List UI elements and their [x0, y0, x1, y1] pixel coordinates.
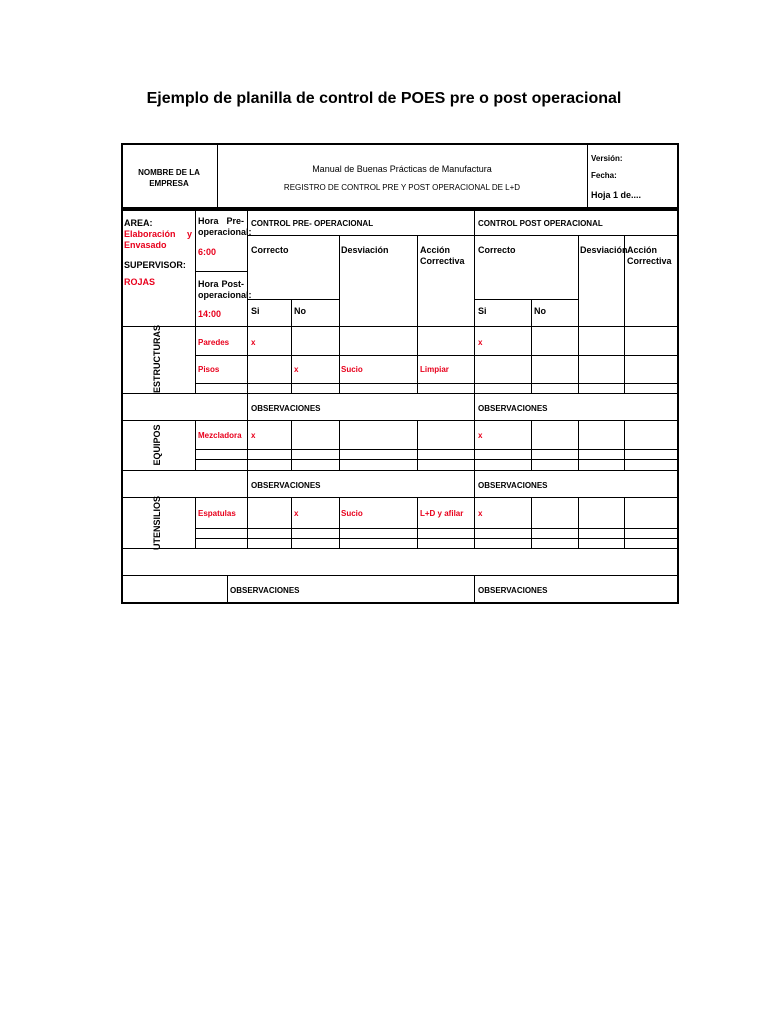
header-divider-1 [217, 143, 218, 209]
line-v-s1-a [195, 326, 196, 393]
line-h-gap [121, 575, 679, 576]
line-v-obs2-b [474, 470, 475, 497]
line-v-s1-g [531, 326, 532, 393]
line-v-s2-a [195, 420, 196, 470]
line-v-s2-c [291, 420, 292, 470]
espatulas-post-si: x [478, 509, 483, 518]
pisos-accion: Limpiar [420, 365, 449, 374]
utensilios-label: UTENSILIOS [152, 496, 162, 551]
area-value [124, 229, 192, 251]
espatulas-pre-no: x [294, 509, 299, 518]
line-v-s3-d [339, 497, 340, 548]
supervisor-label: SUPERVISOR: [124, 260, 186, 270]
manual-title: Manual de Buenas Prácticas de Manufactura [312, 164, 492, 174]
observaciones-post-3: OBSERVACIONES [478, 586, 548, 595]
line-h-e2 [195, 383, 679, 384]
espatulas-accion: L+D y afilar [420, 509, 464, 518]
pre-control-title: CONTROL PRE- OPERACIONAL [251, 219, 374, 228]
item-pisos: Pisos [198, 365, 220, 374]
line-h-sino-post [474, 299, 578, 300]
pre-accion-header: Acción Correctiva [420, 245, 465, 266]
line-v-s1-h [578, 326, 579, 393]
line-v-s1-c [291, 326, 292, 393]
line-h-q3 [121, 470, 679, 471]
line-v-s3-g [531, 497, 532, 548]
pre-no-header: No [294, 306, 306, 316]
line-v-s3-a [195, 497, 196, 548]
line-v-s1-i [624, 326, 625, 393]
line-v-obs3-b [474, 575, 475, 604]
mezcladora-post-si: x [478, 431, 483, 440]
area-label: AREA: [124, 218, 153, 228]
line-v-si-no-post [531, 299, 532, 326]
line-v-s2-d [339, 420, 340, 470]
observaciones-post-2: OBSERVACIONES [478, 481, 548, 490]
line-v-s2-f [474, 420, 475, 470]
fecha-label: Fecha: [591, 171, 617, 180]
observaciones-pre-1: OBSERVACIONES [251, 404, 321, 413]
line-v-area [195, 209, 196, 326]
line-v-s1-e [417, 326, 418, 393]
equipos-label: EQUIPOS [152, 424, 162, 466]
line-h-e1 [195, 355, 679, 356]
company-name-label: NOMBRE DE LA EMPRESA [138, 168, 200, 188]
line-v-s3-i [624, 497, 625, 548]
pre-si-header: Si [251, 306, 260, 316]
mezcladora-pre-si: x [251, 431, 256, 440]
line-v-s2-b [247, 420, 248, 470]
pisos-desviacion: Sucio [341, 365, 363, 374]
supervisor-value: ROJAS [124, 277, 156, 287]
line-v-obs3-a [227, 575, 228, 604]
line-v-s3-b [247, 497, 248, 548]
line-h-u1 [195, 528, 679, 529]
line-h-u2 [195, 538, 679, 539]
observaciones-post-1: OBSERVACIONES [478, 404, 548, 413]
observaciones-pre-2: OBSERVACIONES [251, 481, 321, 490]
line-v-desv [417, 235, 418, 326]
line-h-hora [195, 271, 247, 272]
post-control-title: CONTROL POST OPERACIONAL [478, 219, 603, 228]
line-v-obs1-a [247, 393, 248, 420]
hora-pre-label: Hora Pre-operacional: [198, 216, 252, 237]
line-v-s1-f [474, 326, 475, 393]
line-h1 [247, 235, 679, 236]
observaciones-pre-3: OBSERVACIONES [230, 586, 300, 595]
pre-desviacion-header: Desviación [341, 245, 389, 255]
main-table [121, 209, 679, 604]
estructuras-label: ESTRUCTURAS [152, 325, 162, 394]
line-v-s2-e [417, 420, 418, 470]
line-v-s2-h [578, 420, 579, 470]
area-value-text: Elaboración y Envasado [124, 229, 192, 250]
hora-post-value: 14:00 [198, 309, 222, 319]
line-v-s3-f [474, 497, 475, 548]
paredes-pre-si: x [251, 338, 256, 347]
line-v-correcto-post [578, 235, 579, 326]
line-v-obs1-b [474, 393, 475, 420]
line-v-s2-i [624, 420, 625, 470]
pisos-pre-no: x [294, 365, 299, 374]
post-accion-header: Acción Correctiva [627, 245, 672, 266]
post-si-header: Si [478, 306, 487, 316]
version-label: Versión: [591, 154, 623, 163]
line-h-e3 [121, 393, 679, 394]
line-v-s1-b [247, 326, 248, 393]
line-h-q2 [195, 459, 679, 460]
line-v-obs2-a [247, 470, 248, 497]
poes-control-form [121, 143, 679, 605]
item-paredes: Paredes [198, 338, 230, 347]
post-no-header: No [534, 306, 546, 316]
header-divider-2 [587, 143, 588, 209]
line-h-obs2 [121, 497, 679, 498]
line-v-si-no [291, 299, 292, 326]
line-h-obs1 [121, 420, 679, 421]
line-v-s1-d [339, 326, 340, 393]
line-v-s3-e [417, 497, 418, 548]
item-espatulas: Espatulas [198, 509, 236, 518]
page-title: Ejemplo de planilla de control de POES pre o post operacional [146, 90, 622, 107]
line-h-u3 [121, 548, 679, 549]
post-desviacion-header: Desviación [580, 245, 628, 255]
registro-title: REGISTRO DE CONTROL PRE Y POST OPERACIONAL DE L+D [283, 183, 521, 192]
line-h-sino [247, 299, 339, 300]
hora-post-label: Hora Post-operacional: [198, 279, 252, 300]
line-v-s3-h [578, 497, 579, 548]
line-h-section1 [121, 326, 679, 327]
hora-pre-value: 6:00 [198, 247, 217, 257]
post-correcto-header: Correcto [478, 245, 516, 255]
line-h-q1 [195, 449, 679, 450]
item-mezcladora: Mezcladora [198, 431, 242, 440]
espatulas-desviacion: Sucio [341, 509, 363, 518]
hoja-label: Hoja 1 de.... [591, 190, 642, 200]
line-v-prepost [474, 209, 475, 326]
line-v-s3-c [291, 497, 292, 548]
pre-correcto-header: Correcto [251, 245, 289, 255]
line-v-s2-g [531, 420, 532, 470]
line-v-correcto [339, 235, 340, 326]
paredes-post-si: x [478, 338, 483, 347]
